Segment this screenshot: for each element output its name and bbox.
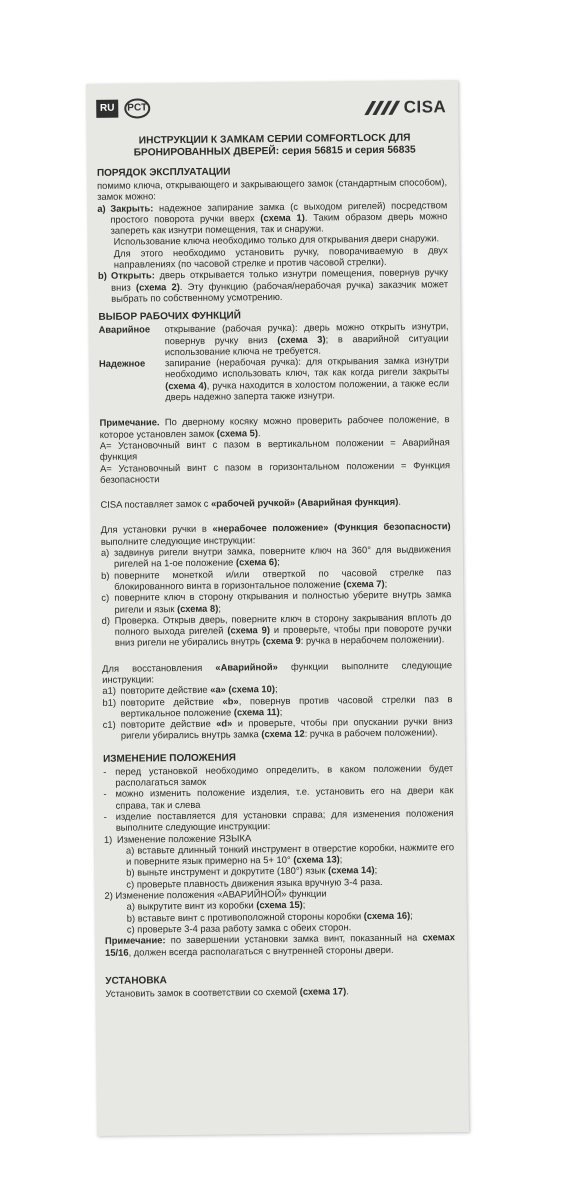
title-line-2: БРОНИРОВАННЫХ ДВЕРЕЙ: серия 56815 и серия 56835	[133, 144, 416, 159]
restore-intro: Для восстановления «Аварийной» функции выполните следующие инструкции:	[102, 658, 453, 685]
change-step-1: 1) Изменение положение ЯЗЫКА	[103, 831, 252, 845]
operation-handle-note: Для этого необходимо установить ручку, поворачиваемую в двух направлениях (по часовой стрелке и против часовой стрелки).	[113, 244, 448, 270]
title-line-1: ИНСТРУКЦИИ К ЗАМКАМ СЕРИИ COMFORTLOCK ДЛЯ	[138, 132, 411, 147]
restore-step-b1: b1) повторите действие «b», повернув против часовой стрелки паз в вертикальное положение (схема 11);	[102, 692, 453, 719]
change-note: Примечание: по завершении установки замка винт, показанный на схемах 15/16, должен всегда располагаться с внутренней стороны двери.	[104, 931, 456, 958]
note-horizontal: A= Установочный винт с пазом в горизонтальном положении = Функция безопасности	[99, 458, 451, 485]
document-body	[97, 164, 456, 999]
pct-certification-mark: PCT	[124, 98, 150, 118]
change-step-1a: a) вставьте длинный тонкий инструмент в отверстие коробки, нажмите его и поверните язык примерно на 5+ 10° (схема 13);	[125, 841, 455, 867]
change-section	[103, 750, 455, 958]
instruction-sheet	[86, 80, 469, 1136]
restore-section	[102, 659, 453, 742]
change-bullet: - перед установкой необходимо определить, в каком положении будет располагаться замок	[103, 761, 454, 788]
section-heading-functions: ВЫБОР РАБОЧИХ ФУНКЦИЙ	[98, 310, 241, 324]
nonwork-step-b: b) поверните монеткой и/или отверткой по часовой стрелке паз блокированного винта в горизонтальное положение (схема 7);	[101, 565, 452, 592]
brand-name: CISA	[403, 97, 447, 118]
document-title	[105, 132, 445, 160]
change-step-1c: c) проверьте плавность движения языка вручную 3-4 раза.	[126, 875, 383, 890]
note-vertical: A= Установочный винт с пазом в вертикальном положении = Аварийная функция	[99, 436, 450, 463]
nonwork-step-d: d) Проверка. Открыв дверь, поверните ключ в сторону закрывания вплоть до полного выхода ригелей (схема 9) и проверьте, чтобы при повороте ручки вниз ригели не убирались внутрь (схема 9: ручка в нерабочем положении).	[101, 610, 452, 649]
functions-section	[98, 308, 449, 403]
nonwork-step-a: a) задвинув ригели внутри замка, поверните ключ на 360° для выдвижения ригелей на 1-ое положение (схема 6);	[100, 543, 451, 570]
operation-item-a: a) Закрыть: надежное запирание замка (с выходом ригелей) посредством простого поворота ручки вверх (схема 1). Таким образом дверь можно запереть как изнутри помещения, так и снаружи.	[97, 198, 448, 236]
restore-step-c1: c1) повторите действие «d» и проверьте, чтобы при опускании ручки вниз ригели убирались внутрь замка (схема 12: ручка в рабочем положении).	[102, 715, 453, 742]
change-bullet: - изделие поставляется для установки справа; для изменения положения выполните следующие инструкции:	[103, 807, 454, 833]
ru-badge: RU	[96, 100, 118, 118]
supply-note: CISA поставляет замок с «рабочей ручкой» (Аварийная функция).	[100, 495, 402, 510]
note-position: Примечание. По дверному косяку можно проверить рабочее положение, в которое установлен замок (схема 5).	[99, 413, 450, 440]
change-step-1b: b) выньте инструмент и докрутите (180°) язык (схема 14);	[126, 864, 378, 879]
change-step-2: 2) Изменение положения «АВАРИЙНОЙ» функции	[104, 887, 327, 901]
section-heading-change: ИЗМЕНЕНИЕ ПОЛОЖЕНИЯ	[103, 752, 237, 765]
change-step-2c: c) проверьте 3-4 раза работу замка с обеих сторон.	[126, 921, 352, 935]
operation-item-b: b) Открыть: дверь открывается только изнутри помещения, повернув ручку вниз (схема 2). Эту функцию (рабочая/нерабочая ручка) заказчик может выбрать по собственному усмотрению.	[97, 266, 449, 304]
logo-row	[96, 96, 446, 122]
operation-intro: помимо ключа, открывающего и закрывающего замок (стандартным способом), замок можно:	[97, 176, 448, 203]
cisa-logo	[361, 96, 447, 119]
section-heading-install: УСТАНОВКА	[105, 975, 167, 987]
function-secure: Надежное запирание (нерабочая ручка): для открывания замка изнутри необходимо использовать ключ, так как когда ригели закрыты (схема 4), ручка находится в холостом положении, а также если дверь надежно заперта также изнутри.	[98, 354, 450, 403]
change-step-2b: b) вставьте винт с противоположной стороны коробки (схема 16);	[126, 909, 413, 924]
nonwork-section	[101, 521, 452, 649]
open-term: Открыть:	[110, 269, 155, 282]
note-section	[99, 414, 450, 485]
change-step-2a: a) выкрутите винт из коробки (схема 15);	[126, 899, 306, 912]
change-bullet: - можно изменить положение изделия, т.е. установить его на двери как справа, так и слева	[103, 784, 454, 811]
install-text: Установить замок в соответствии со схемой (схема 17).	[105, 985, 349, 999]
function-emergency: Аварийное открывание (рабочая ручка): дверь можно открыть изнутри, повернув ручку вниз (схема 3); в аварийной ситуации использование ключа не требуется.	[98, 320, 449, 358]
item-label: a)	[97, 202, 106, 214]
install-section	[105, 972, 455, 999]
operation-key-note: Использование ключа необходимо только для открывания двери снаружи.	[113, 232, 440, 248]
restore-step-a1: a1) повторите действие «а» (схема 10);	[102, 683, 278, 697]
section-heading-operation: ПОРЯДОК ЭКСПЛУАТАЦИИ	[96, 166, 231, 179]
nonwork-intro: Для установки ручки в «нерабочее положение» (Функция безопасности) выполните следующие инструкции:	[100, 520, 451, 547]
close-term: Закрыть:	[110, 201, 154, 214]
cisa-stripes-icon	[361, 99, 401, 117]
nonwork-step-c: c) поверните ключ в сторону открывания и полностью уберите внутрь замка ригели и язык (схема 8);	[101, 588, 452, 615]
